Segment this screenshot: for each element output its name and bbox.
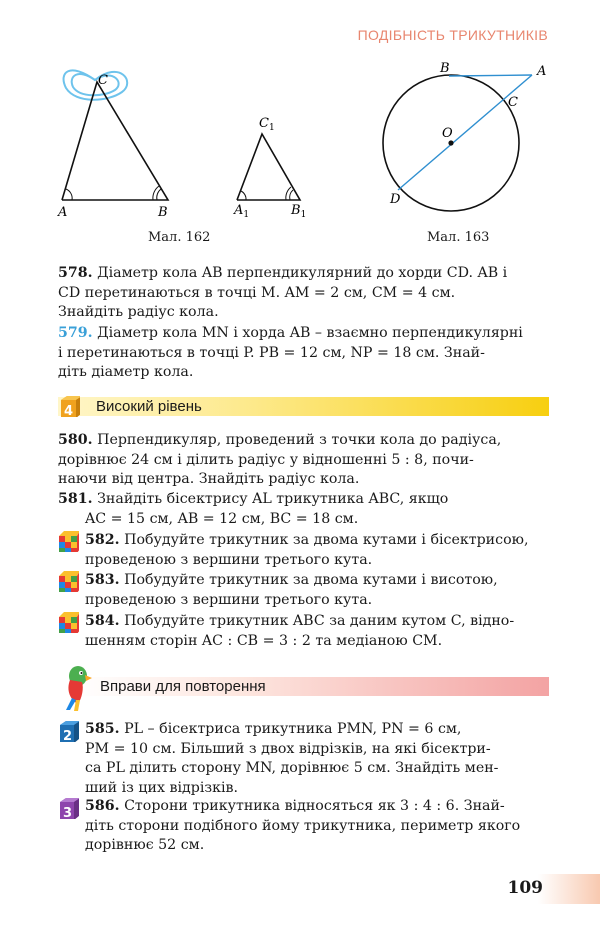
caption-fig163: Мал. 163 <box>427 230 490 245</box>
problem-585-line-4: ший із цих відрізків. <box>85 779 239 796</box>
page-number: 109 <box>507 878 543 898</box>
problem-583 <box>58 571 548 610</box>
problem-579-line-3: діть діаметр кола. <box>58 364 194 380</box>
problem-585 <box>58 720 548 798</box>
problem-581-line-1 <box>58 490 548 510</box>
problem-text: Діаметр кола MN і хорда AB – взаємно перпендикулярні <box>97 325 523 341</box>
problem-584-line-1 <box>58 612 548 632</box>
fig162-label-b1: $B_1$ <box>291 203 307 220</box>
problem-585-line-1 <box>58 720 548 740</box>
fig163-label-d: D <box>390 192 401 207</box>
problem-text: Діаметр кола AB перпендикулярний до хорди CD. AB і <box>97 265 508 281</box>
problem-number: 580. <box>58 432 93 448</box>
problem-582-line-1 <box>58 531 548 551</box>
problem-number: 583. <box>85 572 120 588</box>
svg-text:4: 4 <box>64 404 74 417</box>
problem-581 <box>58 490 548 529</box>
parrot-icon <box>56 660 96 712</box>
problem-number: 582. <box>85 532 120 548</box>
svg-text:3: 3 <box>63 806 73 819</box>
problem-583-line-1 <box>58 571 548 591</box>
problem-586-line-1 <box>58 797 548 817</box>
problem-586-line-2: діть сторони подібного йому трикутника, периметр якого <box>85 817 521 834</box>
section-label: Вправи для повторення <box>100 678 266 695</box>
problem-580 <box>58 431 548 490</box>
problem-number: 586. <box>85 798 120 814</box>
section-review <box>75 677 549 696</box>
problem-580-line-2: дорівнює 24 см і ділить радіус у відношенні 5 : 8, почи- <box>58 451 474 468</box>
problem-580-line-3: наючи від центра. Знайдіть радіус кола. <box>58 471 360 487</box>
figures-area <box>0 0 600 250</box>
problem-584 <box>58 612 548 651</box>
section-label: Високий рівень <box>96 398 202 415</box>
problem-number: 578. <box>58 265 93 281</box>
problem-number: 579. <box>58 325 93 341</box>
problem-number: 585. <box>85 721 120 737</box>
problem-578-line-1 <box>58 264 548 284</box>
section-high-level <box>58 397 549 416</box>
problem-583-line-2: проведеною з вершини третього кута. <box>85 591 373 608</box>
fig162-label-c: C <box>98 73 108 88</box>
fig163-label-b: B <box>440 61 450 76</box>
fig162-label-c1: $C_1$ <box>259 116 275 133</box>
problem-number: 584. <box>85 613 120 629</box>
fig162-label-a: A <box>58 205 68 220</box>
problem-text: Перпендикуляр, проведений з точки кола до радіуса, <box>97 432 502 448</box>
fig162-label-a1: $A_1$ <box>234 203 250 220</box>
problem-578-line-3: Знайдіть радіус кола. <box>58 304 219 320</box>
problem-578-line-2: CD перетинаються в точці M. AM = 2 см, CM = 4 см. <box>58 284 456 301</box>
problem-text: PL – бісектриса трикутника PMN, PN = 6 см, <box>124 721 462 737</box>
caption-fig162: Мал. 162 <box>148 230 211 245</box>
fig163-label-o: O <box>442 126 453 141</box>
problem-text: Побудуйте трикутник ABC за даним кутом C, відно- <box>124 613 515 629</box>
problem-text: Сторони трикутника відносяться як 3 : 4 : 6. Знай- <box>124 798 505 814</box>
problem-number: 581. <box>58 491 93 507</box>
fig163-label-c: C <box>508 95 518 110</box>
fig162-label-b: B <box>158 205 168 220</box>
page-number-bar <box>538 874 600 904</box>
problem-579 <box>58 324 548 383</box>
problem-584-line-2: шенням сторін AC : CB = 3 : 2 та медіаною CM. <box>85 632 443 649</box>
fig162-triangle-a1b1c1 <box>237 134 300 200</box>
level-4-badge-icon <box>58 395 80 417</box>
problem-586-line-3: дорівнює 52 см. <box>85 837 205 853</box>
problem-578 <box>58 264 548 323</box>
svg-text:2: 2 <box>63 729 73 742</box>
problem-582-line-2: проведеною з вершини третього кута. <box>85 551 373 568</box>
problem-579-line-2: і перетинаються в точці P. PB = 12 см, NP = 18 см. Знай- <box>58 344 485 361</box>
problem-579-line-1 <box>58 324 548 344</box>
problem-581-line-2: AC = 15 см, AB = 12 см, BC = 18 см. <box>85 510 359 527</box>
problem-582 <box>58 531 548 570</box>
problem-585-line-3: са PL ділить сторону MN, дорівнює 5 см. Знайдіть мен- <box>85 760 499 776</box>
problem-580-line-1 <box>58 431 548 451</box>
problem-text: Знайдіть бісектрису AL трикутника ABC, якщо <box>97 491 449 507</box>
running-header: ПОДІБНІСТЬ ТРИКУТНИКІВ <box>357 27 548 43</box>
problem-586 <box>58 797 548 856</box>
fig163-label-a: A <box>537 64 547 79</box>
problem-text: Побудуйте трикутник за двома кутами і бісектрисою, <box>124 532 529 548</box>
fig162-triangle-abc <box>62 70 168 200</box>
problem-585-line-2: PM = 10 см. Більший з двох відрізків, на які бісектри- <box>85 740 491 757</box>
problem-text: Побудуйте трикутник за двома кутами і висотою, <box>124 572 498 588</box>
